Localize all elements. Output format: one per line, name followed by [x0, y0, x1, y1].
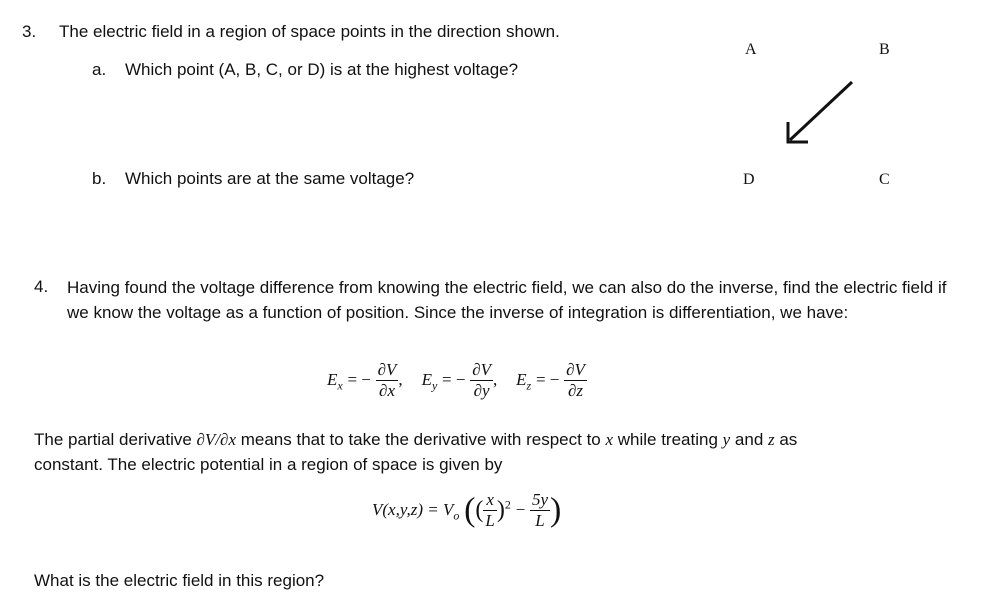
- q4-intro: Having found the voltage difference from knowing the electric field, we can also do the inverse, find the electric field if we know the voltage as a function of position. Since the inverse of integration is differentiation, we have:: [67, 278, 947, 322]
- q3b-text: Which points are at the same voltage?: [125, 169, 415, 188]
- potential-equation: $V(x,y,z) = V_o$ (( $\frac{x}{L}$ )$^2$ − $\frac{5y}{L}$ ): [372, 490, 562, 530]
- ey-fraction: $\frac{\partial V}{\partial y}$: [472, 360, 491, 400]
- x-over-l: $\frac{x}{L}$: [485, 490, 495, 530]
- q3a-text: Which point (A, B, C, or D) is at the highest voltage?: [125, 60, 519, 79]
- q4-question: What is the electric field in this region?: [34, 571, 325, 590]
- partial-explanation: The partial derivative ∂V/∂x means that to take the derivative with respect to x while treating y and z as constant. The electric potential in a region of space is given by: [34, 430, 798, 474]
- point-d-label: D: [743, 171, 755, 188]
- q3-number: 3.: [22, 22, 37, 41]
- ex-equals: = −: [347, 369, 371, 389]
- ey-symbol: $E_y$: [421, 369, 438, 393]
- ez-fraction: $\frac{\partial V}{\partial z}$: [566, 360, 585, 400]
- point-c-label: C: [879, 171, 890, 188]
- field-equations: $E_x$ = − $\frac{\partial V}{\partial x}$ , $E_y$ = − $\frac{\partial V}{\partial y}$ , $E_z$ = − $\frac{\partial V}{\partial z}$: [327, 360, 585, 400]
- potential-lhs: $V(x,y,z) = V_o$: [372, 499, 460, 523]
- q3a-marker: a.: [92, 60, 107, 79]
- ez-symbol: $E_z$: [516, 369, 532, 393]
- point-b-label: B: [879, 41, 890, 58]
- ey-equals: = −: [442, 369, 466, 389]
- point-a-label: A: [745, 41, 757, 58]
- ez-equals: = −: [535, 369, 560, 389]
- 5y-over-l: $\frac{5y}{L}$: [531, 490, 548, 530]
- electric-field-arrow-icon: [780, 78, 860, 148]
- ex-fraction: $\frac{\partial V}{\partial x}$: [377, 360, 397, 400]
- q3-prompt: The electric field in a region of space points in the direction shown.: [59, 22, 560, 41]
- q4-number: 4.: [34, 277, 49, 296]
- q3b-marker: b.: [92, 169, 107, 188]
- ex-symbol: $E_x$: [327, 369, 343, 393]
